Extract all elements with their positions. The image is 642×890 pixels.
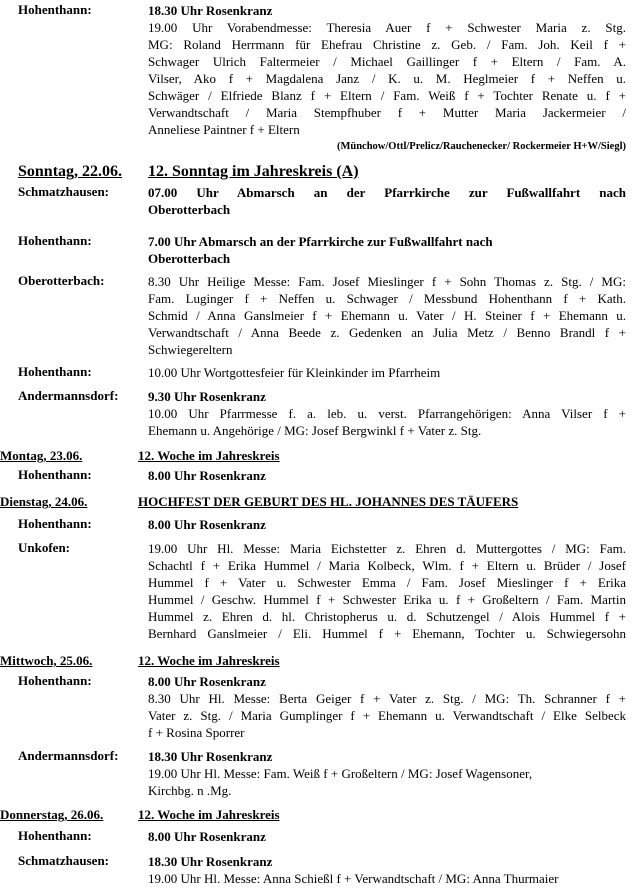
entry-line: 18.30 Uhr Rosenkranz [148,854,273,869]
entry-line: Vater z. Stg. / Maria Gumplinger f + Ehemann u. Verwandtschaft / Elke Selbeck [148,708,626,723]
entry-text [148,673,626,741]
location-label: Schmatzhausen: [18,853,110,868]
entry-text [148,828,626,845]
entry-text [148,233,626,267]
location-label: Oberotterbach: [18,273,105,288]
entry-line: 8.00 Uhr Rosenkranz [148,829,266,844]
entry-line: Schmid / Anna Ganslmeier f + Ehemann u. Vater / H. Steiner f + Ehemann u. [148,308,626,323]
entry-line: 7.00 Uhr Abmarsch an der Pfarrkirche zur Fußwallfahrt nach [148,234,493,249]
entry-line: Oberotterbach [148,202,231,217]
entry-line: Schachtl f + Erika Hummel / Maria Kolbeck, Wlm. f + Eltern u. Brüder / Josef [148,558,626,573]
entry-line: MG: Roland Herrmann für Ehefrau Christine z. Geb. / Fam. Joh. Keil f + [148,37,626,52]
location-label: Hohenthann: [18,516,92,531]
entry-line: 18.30 Uhr Rosenkranz [148,3,273,18]
entry-line: Oberotterbach [148,251,231,266]
day-title: 12. Woche im Jahreskreis [138,807,280,822]
entry-text [148,273,626,358]
entry-line: 9.30 Uhr Rosenkranz [148,389,266,404]
location-label: Andermannsdorf: [18,388,119,403]
names-note: (Münchow/Ottl/Prelicz/Rauchenecker/ Rockermeier H+W/Siegl) [336,141,626,152]
location-label: Andermannsdorf: [18,748,119,763]
entry-text [148,748,626,799]
entry-line: 8.00 Uhr Rosenkranz [148,674,266,689]
entry-line: 19.00 Uhr Hl. Messe: Maria Eichstetter z. Ehren d. Muttergottes / MG: Fam. [148,541,626,556]
entry-text [148,516,626,533]
entry-line: 8.30 Uhr Hl. Messe: Berta Geiger f + Vater z. Stg. / MG: Th. Schranner f + [148,691,626,706]
location-label: Hohenthann: [18,673,92,688]
entry-line: 19.00 Uhr Hl. Messe: Anna Schießl f + Verwandtschaft / MG: Anna Thurmaier [148,871,559,886]
day-date: Montag, 23.06. [0,448,83,463]
day-title: HOCHFEST DER GEBURT DES HL. JOHANNES DES TÄUFERS [138,494,519,509]
entry-line: Verwandtschaft / Anna Beede z. Gedenken an Julia Metz / Benno Brandl f + [148,325,626,340]
entry-line: 07.00 Uhr Abmarsch an der Pfarrkirche zur Fußwallfahrt nach [148,185,626,200]
entry-line: 8.00 Uhr Rosenkranz [148,468,266,483]
entry-line: 18.30 Uhr Rosenkranz [148,749,273,764]
location-label: Hohenthann: [18,2,92,17]
entry-text [148,540,626,642]
day-date: Mittwoch, 25.06. [0,653,93,668]
entry-text [148,2,626,155]
day-title: 12. Woche im Jahreskreis [138,448,280,463]
day-date: Sonntag, 22.06. [18,163,123,180]
entry-line: Hummel f + Vater u. Schwester Emma / Fam. Josef Mieslinger f + Erika [148,575,626,590]
entry-line: Hummel z. Ehren d. hl. Christopherus u. d. Schutzengel / Alois Hummel f + [148,609,626,624]
entry-line: Hummel / Geschw. Hummel f + Schwester Erika u. f + Großeltern / Fam. Martin [148,592,626,607]
location-label: Schmatzhausen: [18,184,110,199]
entry-line: 10.00 Uhr Pfarrmesse f. a. leb. u. verst. Pfarrangehörigen: Anna Vilser f + [148,406,626,421]
entry-line: Bernhard Ganslmeier / Eli. Hummel f + Ehemann, Tochter u. Schwiegersohn [148,626,626,641]
entry-text [148,364,626,381]
entry-line: 8.30 Uhr Heilige Messe: Fam. Josef Mieslinger f + Sohn Thomas z. Stg. / MG: [148,274,626,289]
location-label: Hohenthann: [18,828,92,843]
entry-line: Vilser, Ako f + Magdalena Janz / K. u. M. Heglmeier f + Neffen u. [148,71,626,86]
entry-line: f + Rosina Sporrer [148,725,245,740]
entry-text [148,388,626,439]
entry-line: Anneliese Paintner f + Eltern [148,122,300,137]
location-label: Hohenthann: [18,467,92,482]
entry-text [148,853,626,887]
entry-line: Kirchbg. n .Mg. [148,783,232,798]
entry-line: 10.00 Uhr Wortgottesfeier für Kleinkinder im Pfarrheim [148,365,441,380]
location-label: Hohenthann: [18,233,92,248]
day-title: 12. Woche im Jahreskreis [138,653,280,668]
entry-text [148,467,626,484]
entry-line: Fam. Luginger f + Neffen u. Schwager / Messbund Hohenthann f + Kath. [148,291,626,306]
day-title: 12. Sonntag im Jahreskreis (A) [148,163,359,180]
entry-line: Ehemann u. Angehörige / MG: Josef Bergwinkl f + Vater z. Stg. [148,423,482,438]
location-label: Unkofen: [18,540,71,555]
entry-line: 19.00 Uhr Hl. Messe: Fam. Weiß f + Großeltern / MG: Josef Wagensoner, [148,766,533,781]
entry-line: Schwiegereltern [148,342,233,357]
entry-line: 19.00 Uhr Vorabendmesse: Theresia Auer f + Schwester Maria z. Stg. [148,20,626,35]
entry-text [148,184,626,218]
entry-line: Verwandtschaft / Maria Stempfhuber f + Mutter Maria Jackermeier / [148,105,626,120]
day-date: Donnerstag, 26.06. [0,807,104,822]
entry-line: Schwäger / Elfriede Blanz f + Eltern / Fam. Weiß f + Tochter Renate u. f + [148,88,626,103]
entry-line: 8.00 Uhr Rosenkranz [148,517,266,532]
day-date: Dienstag, 24.06. [0,494,88,509]
location-label: Hohenthann: [18,364,92,379]
entry-line: Schwager Ulrich Faltermeier / Michael Gaillinger f + Eltern / Fam. A. [148,54,626,69]
